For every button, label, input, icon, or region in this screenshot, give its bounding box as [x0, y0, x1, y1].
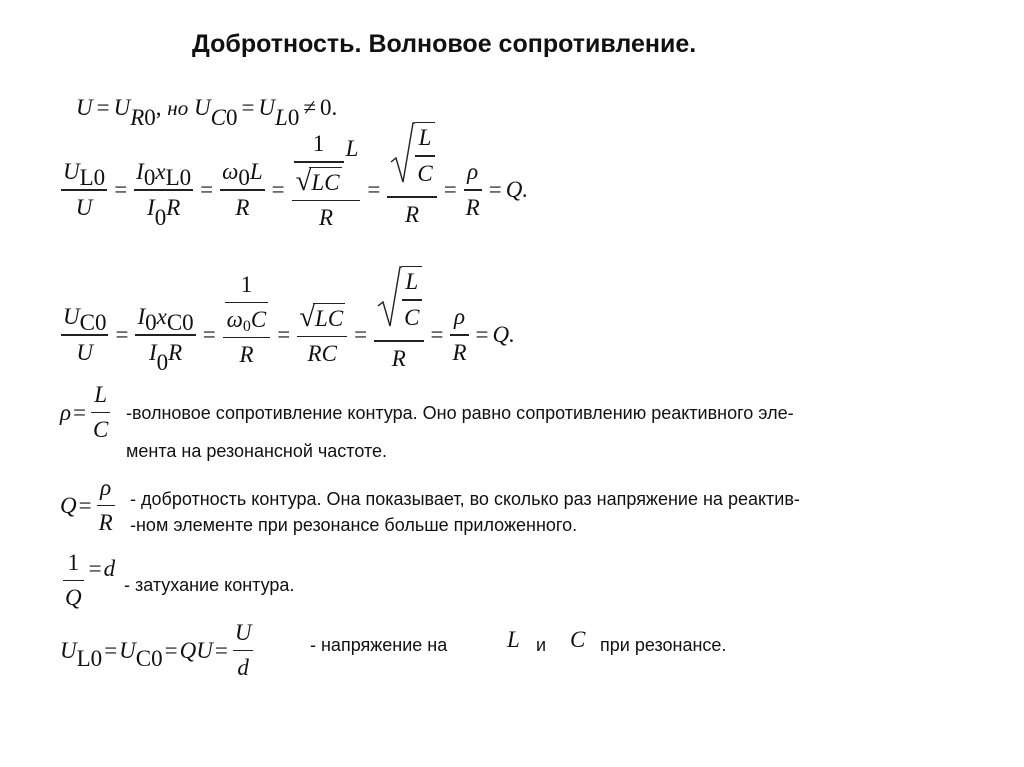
equals-sign: =: [115, 322, 129, 347]
fraction-i0xl0-over-i0r: [134, 159, 193, 230]
rho-description-line1: -волновое сопротивление контура. Оно равно сопротивлению реактивного эле-: [126, 403, 794, 423]
fraction-l-over-sqrtlc-over-r: [292, 131, 361, 231]
symbol-d: d: [103, 555, 116, 581]
symbol-rho: ρ: [60, 399, 72, 425]
symbol-rho: ρ: [467, 159, 479, 185]
symbol-r: R: [168, 339, 183, 365]
symbol-c: C: [570, 627, 586, 652]
fraction-bar: [63, 580, 84, 581]
symbol-l: L: [345, 136, 359, 162]
subscript-zero: 0: [238, 165, 250, 191]
sqrt-lc: [295, 164, 342, 197]
equals-sign: =: [354, 322, 368, 347]
fraction-bar: [387, 196, 436, 197]
equals-sign: =: [443, 177, 457, 202]
u-description-part1: - напряжение на: [310, 635, 448, 655]
symbol-r: R: [166, 194, 181, 220]
q-description-line2: -ном элементе при резонансе больше приложенного.: [130, 515, 578, 535]
symbol-rho: ρ: [100, 475, 112, 500]
symbol-r: R: [235, 194, 250, 220]
fraction-u-over-d: [233, 620, 254, 681]
symbol-r: R: [318, 204, 334, 230]
symbol-u: U: [258, 95, 276, 120]
symbol-l: L: [249, 159, 263, 185]
fraction-bar: [233, 650, 254, 651]
fraction-bar: [297, 336, 347, 337]
symbol-u: U: [63, 304, 80, 330]
subscript-zero: 0: [225, 105, 238, 130]
radical-sign-icon: [389, 122, 415, 186]
symbol-omega: ω: [226, 307, 243, 332]
symbol-i: I: [147, 194, 155, 220]
symbol-x: x: [155, 159, 166, 185]
formula-qc: [58, 268, 515, 378]
subscript-r: R: [130, 105, 145, 130]
fraction-uc0-over-u: [61, 304, 108, 365]
word-no: но: [167, 96, 189, 120]
fraction-rho-over-r: [450, 304, 468, 365]
formula-ql: [58, 125, 529, 240]
equals-sign: =: [78, 492, 92, 518]
equals-sign: =: [202, 322, 216, 347]
symbol-l: L: [418, 125, 432, 151]
subscript-zero: 0: [144, 105, 156, 130]
d-description: - затухание контура.: [124, 575, 295, 595]
subscript-zero: 0: [143, 165, 156, 191]
symbol-rho: ρ: [453, 304, 466, 330]
symbol-l: L: [405, 269, 419, 295]
symbol-u: U: [119, 637, 136, 663]
equals-sign: =: [164, 637, 178, 663]
fraction-omega0l-over-r: [220, 159, 265, 220]
equals-sign: =: [73, 399, 87, 425]
subscript-c: C: [210, 105, 226, 130]
fraction-bar: [97, 505, 115, 506]
symbol-r: R: [452, 339, 467, 365]
symbol-u: U: [193, 95, 211, 120]
symbol-q: Q: [60, 492, 77, 518]
symbol-u: U: [75, 194, 93, 220]
symbol-c: C: [404, 304, 420, 330]
symbol-l: L: [507, 627, 520, 652]
u-description-part2: при резонансе.: [600, 635, 727, 655]
symbol-r: R: [239, 342, 254, 368]
q-description-line1: - добротность контура. Она показывает, во сколько раз напряжение на реактив-: [130, 489, 800, 509]
fraction-l-over-c: [415, 122, 434, 186]
fraction-bar: [225, 302, 269, 303]
subscript-c0: C0: [135, 645, 163, 671]
symbol-r: R: [465, 194, 480, 220]
formula-resonance-condition: [76, 95, 338, 130]
fraction-one-over-sqrtlc: [294, 131, 344, 195]
fraction-bar: [292, 200, 361, 201]
symbol-c: C: [417, 160, 433, 186]
fraction-rho-over-r: [464, 159, 482, 220]
equals-sign: =: [241, 95, 255, 120]
fraction-ul0-over-u: [61, 159, 107, 220]
radical-sign-icon: √: [299, 300, 316, 333]
subscript-c0: C0: [79, 310, 107, 336]
subscript-zero: 0: [156, 349, 169, 375]
symbol-i: I: [137, 304, 146, 330]
symbol-u: U: [63, 159, 80, 185]
rho-description-line2: мента на резонансной частоте.: [126, 441, 388, 461]
sqrt-l-over-c: [389, 122, 434, 186]
symbol-q: Q: [65, 585, 82, 611]
equals-sign: =: [488, 177, 502, 202]
sqrt-lc: [299, 300, 345, 333]
symbol-d: d: [237, 655, 249, 681]
symbol-rc: RC: [307, 341, 337, 367]
equals-sign: =: [114, 177, 128, 202]
equals-sign: =: [214, 637, 228, 663]
fraction-sqrt-l-over-c-over-r: [374, 266, 423, 371]
equals-sign: =: [96, 95, 110, 120]
slide-title: Добротность. Волновое сопротивление.: [192, 30, 697, 58]
fraction-rho-over-r: [97, 475, 115, 536]
symbol-lc: LC: [309, 167, 341, 196]
subscript-l: L: [275, 105, 288, 130]
not-equal-sign: ≠: [303, 95, 316, 120]
subscript-l0: L0: [76, 645, 103, 671]
u-description-and: и: [536, 635, 547, 655]
comma: ,: [155, 95, 162, 120]
symbol-q: Q.: [492, 322, 515, 347]
fraction-l-over-c: [402, 266, 421, 330]
fraction-l-over-c: [91, 382, 110, 443]
numeral-one: 1: [312, 131, 325, 157]
equals-sign: =: [367, 177, 381, 202]
equals-sign: =: [200, 177, 214, 202]
fraction-bar: [450, 334, 468, 335]
symbol-r: R: [391, 345, 406, 371]
subscript-c0: C0: [166, 310, 194, 336]
equals-sign: =: [88, 555, 102, 581]
symbol-omega: ω: [222, 159, 239, 185]
symbol-r: R: [98, 510, 113, 536]
symbol-i: I: [148, 339, 157, 365]
symbol-u: U: [76, 95, 93, 120]
sqrt-l-over-c: [376, 266, 421, 330]
fraction-bar: [223, 337, 271, 338]
fraction-bar: [91, 412, 110, 413]
symbol-u: U: [113, 95, 131, 120]
formula-rho-definition: [60, 382, 113, 443]
fraction-bar: [402, 299, 421, 300]
equals-sign: =: [430, 322, 444, 347]
fraction-i0xc0-over-i0r: [135, 304, 195, 375]
numeral-one: 1: [67, 550, 80, 575]
subscript-zero: 0: [287, 105, 300, 130]
fraction-sqrtlc-over-rc: [297, 300, 347, 367]
formula-q-definition: [60, 475, 118, 536]
symbol-i: I: [136, 159, 144, 185]
equals-sign: =: [277, 322, 291, 347]
formula-u-resonance: [60, 620, 256, 681]
fraction-one-over-omega0c: [225, 272, 269, 333]
numeral-one: 1: [240, 271, 253, 297]
symbol-u: U: [76, 339, 94, 365]
symbol-r: R: [404, 201, 420, 227]
radical-sign-icon: [376, 266, 402, 330]
symbol-c: C: [93, 417, 109, 443]
fraction-sqrt-l-over-c-over-r: [387, 122, 436, 227]
subscript-zero: 0: [145, 310, 157, 336]
symbol-l: L: [94, 382, 108, 407]
fraction-one-over-omega0c-over-r: [223, 272, 271, 369]
symbol-qu: QU: [179, 637, 213, 663]
fraction-one-over-q: [63, 550, 84, 611]
symbol-u: U: [60, 637, 77, 663]
fraction-bar: [374, 340, 423, 341]
fraction-bar: [294, 161, 344, 162]
formula-d-definition: [60, 550, 115, 611]
symbol-u: U: [234, 620, 252, 645]
equals-sign: =: [104, 637, 118, 663]
equals-sign: =: [271, 177, 285, 202]
fraction-bar: [415, 155, 434, 156]
subscript-zero: 0: [242, 318, 251, 335]
fraction-bar: [464, 189, 482, 190]
equals-sign: =: [475, 322, 489, 347]
symbol-q: Q.: [505, 177, 529, 202]
symbol-lc: LC: [313, 303, 345, 332]
subscript-zero: 0: [154, 204, 167, 230]
subscript-l0: L0: [165, 165, 192, 191]
symbol-x: x: [156, 304, 167, 330]
subscript-l0: L0: [79, 165, 106, 191]
zero-end: 0.: [319, 95, 338, 120]
radical-sign-icon: √: [295, 164, 312, 197]
symbol-c: C: [250, 307, 267, 332]
